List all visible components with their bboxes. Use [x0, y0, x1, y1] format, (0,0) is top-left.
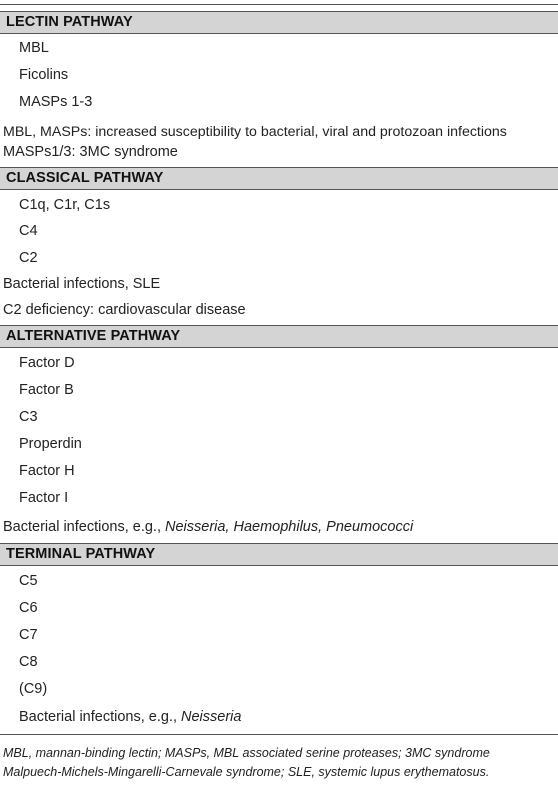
- list-item: C6: [19, 600, 38, 616]
- section-header-lectin: [0, 11, 558, 34]
- clinical-note: [19, 709, 241, 725]
- list-item: Factor D: [19, 355, 75, 371]
- section-title: TERMINAL PATHWAY: [6, 546, 156, 562]
- list-item: Ficolins: [19, 67, 69, 83]
- list-item: C4: [19, 223, 38, 239]
- list-item: C1q, C1r, C1s: [19, 197, 111, 213]
- section-header-alternative: [0, 325, 558, 348]
- list-item: Properdin: [19, 436, 82, 452]
- list-item: (C9): [19, 681, 48, 697]
- list-item: Factor I: [19, 490, 69, 506]
- list-item: C3: [19, 409, 38, 425]
- list-item: MBL: [19, 40, 49, 56]
- list-item: C5: [19, 573, 38, 589]
- list-item: Factor H: [19, 463, 75, 479]
- organism-names: Neisseria: [181, 709, 242, 725]
- list-item: C8: [19, 654, 38, 670]
- clinical-note: Bacterial infections, SLE: [3, 276, 161, 292]
- clinical-note: C2 deficiency: cardiovascular disease: [3, 302, 246, 318]
- footnote-line: MBL, mannan-binding lectin; MASPs, MBL associated serine proteases; 3MC syndrome: [3, 746, 490, 760]
- clinical-note: MBL, MASPs: increased susceptibility to bacterial, viral and protozoan infections: [3, 124, 507, 140]
- clinical-note: MASPs1/3: 3MC syndrome: [3, 144, 178, 160]
- list-item: C2: [19, 250, 38, 266]
- table-top-rule: [0, 4, 558, 5]
- note-text: Bacterial infections, e.g.,: [3, 519, 165, 535]
- list-item: C7: [19, 627, 38, 643]
- section-header-classical: [0, 167, 558, 190]
- organism-names: Neisseria, Haemophilus, Pneumococci: [165, 519, 414, 535]
- footnote-line: Malpuech-Michels-Mingarelli-Carnevale syndrome; SLE, systemic lupus erythematosus.: [3, 765, 490, 779]
- section-title: LECTIN PATHWAY: [6, 14, 133, 30]
- section-title: ALTERNATIVE PATHWAY: [6, 328, 181, 344]
- section-header-terminal: [0, 543, 558, 566]
- list-item: Factor B: [19, 382, 74, 398]
- table-bottom-rule: [0, 734, 558, 735]
- clinical-note: [3, 519, 413, 535]
- note-text: Bacterial infections, e.g.,: [19, 709, 181, 725]
- list-item: MASPs 1-3: [19, 94, 93, 110]
- section-title: CLASSICAL PATHWAY: [6, 170, 164, 186]
